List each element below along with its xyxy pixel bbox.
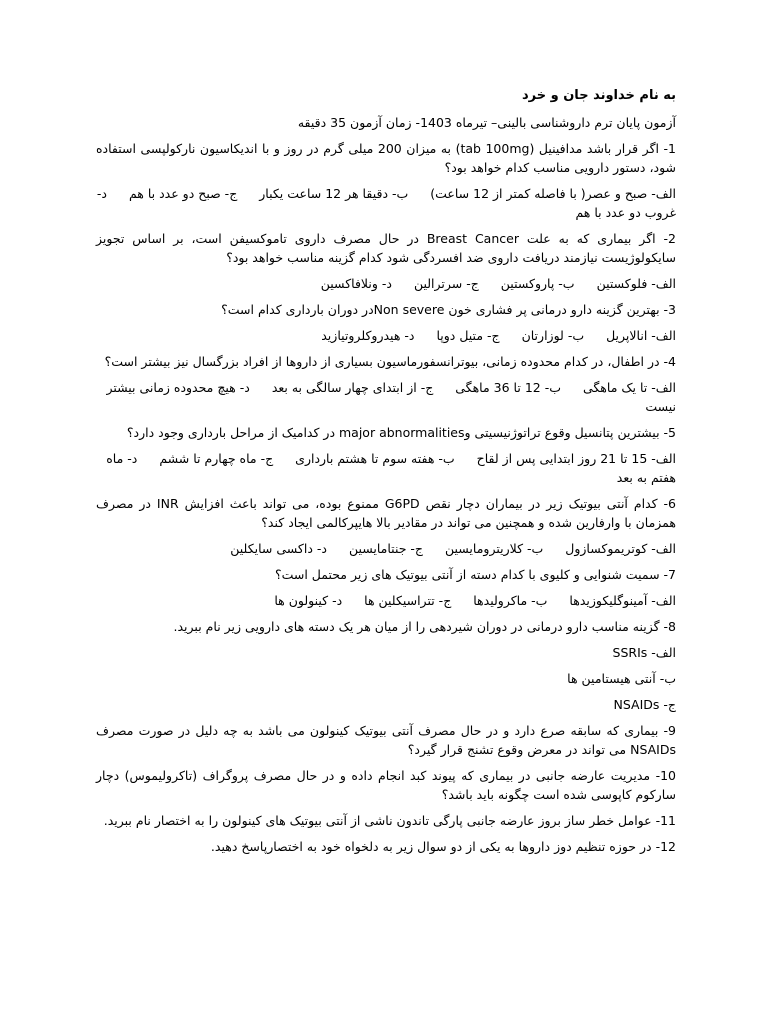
question-5-option-c: ج- ماه چهارم تا ششم [159, 451, 274, 466]
question-6-options [96, 539, 676, 558]
question-8-item-b: ب- آنتی هیستامین ها [567, 671, 676, 686]
question-2-options [96, 274, 676, 293]
question-7-option-d: د- کینولون ها [274, 593, 343, 608]
question-7-option-b: ب- ماکرولیدها [473, 593, 548, 608]
question-1-text: 1- اگر قرار باشد مدافینیل (tab 100mg) به میزان 200 میلی گرم در روز و با اندیکاسیون نارکولپسی استفاده شود، دستور دارویی مناسب کدام خواهد بود؟ [96, 141, 676, 175]
question-6-option-d: د- داکسی سایکلین [230, 541, 327, 556]
question-8-text: 8- گزینه مناسب دارو درمانی در دوران شیردهی را از میان هر یک دسته های دارویی زیر نام ببرید. [173, 619, 676, 634]
question-5-text: 5- بیشترین پتانسیل وقوع تراتوژنیسیتی وmajor abnormalities در کدامیک از مراحل بارداری وجود دارد؟ [126, 425, 676, 440]
question-2-option-d: د- ونلافاکسین [320, 276, 392, 291]
question-5-option-b: ب- هفته سوم تا هشتم بارداری [295, 451, 455, 466]
question-2-text: 2- اگر بیماری که به علت Breast Cancer در حال مصرف داروی تاموکسیفن است، بر اساس تجویز سایکولوژیست نیازمند دریافت داروی ضد افسردگی شود کدام گزینه مناسب خواهد بود؟ [96, 231, 676, 265]
question-2-option-a: الف- فلوکستین [596, 276, 676, 291]
question-8-item-a: الف- SSRIs [612, 645, 676, 660]
question-1-option-b: ب- دقیقا هر 12 ساعت یکبار [259, 186, 409, 201]
question-4-options [96, 378, 676, 416]
question-4-option-d: د- هیچ محدوده زمانی بیشتر نیست [106, 380, 676, 414]
question-1-option-d: د- غروب دو عدد با هم [96, 186, 676, 220]
question-1-option-a: الف- صبح و عصر( با فاصله کمتر از 12 ساعت) [430, 186, 676, 201]
question-12-text: 12- در حوزه تنظیم دوز داروها به یکی از دو سوال زیر به دلخواه خود به اختصارپاسخ دهید. [210, 839, 676, 854]
question-11-text: 11- عوامل خطر ساز بروز عارضه جانبی پارگی تاندون ناشی از آنتی بیوتیک های کینولون را به اختصار نام ببرید. [103, 813, 676, 828]
question-1-options [96, 184, 676, 222]
question-4-option-c: ج- از ابتدای چهار سالگی به بعد [271, 380, 434, 395]
question-3-option-a: الف- انالاپریل [606, 328, 676, 343]
question-7-option-c: ج- تتراسیکلین ها [364, 593, 452, 608]
question-2-option-b: ب- پاروکستین [500, 276, 575, 291]
question-8-item-c: ج- NSAIDs [613, 697, 676, 712]
question-5-option-d: د- ماه هفتم به بعد [106, 451, 676, 485]
page-title: به نام خداوند جان و خرد [521, 88, 676, 103]
question-3-option-c: ج- متیل دوپا [436, 328, 500, 343]
question-9-text: 9- بیماری که سابقه صرع دارد و در حال مصرف آنتی بیوتیک کینولون می باشد به چه دلیل در صورت مصرف NSAIDs می تواند در معرض وقوع تشنج قرار گیرد؟ [96, 723, 676, 757]
question-3-option-d: د- هیدروکلروتیازید [321, 328, 415, 343]
question-7-options [96, 591, 676, 610]
question-6-option-c: ج- جنتامایسین [348, 541, 423, 556]
question-7-option-a: الف- آمینوگلیکوزیدها [569, 593, 676, 608]
question-4-option-a: الف- تا یک ماهگی [582, 380, 676, 395]
question-4-option-b: ب- 12 تا 36 ماهگی [455, 380, 561, 395]
question-6-option-b: ب- کلاریترومایسین [444, 541, 544, 556]
question-7-text: 7- سمیت شنوایی و کلیوی با کدام دسته از آنتی بیوتیک های زیر محتمل است؟ [274, 567, 676, 582]
question-6-text: 6- کدام آنتی بیوتیک زیر در بیماران دچار نقص G6PD ممنوع بوده، می تواند باعث افزایش INR در مصرف همزمان با وارفارین شده و همچنین می تواند در مقادیر بالا هایپرکالمی ایجاد کند؟ [96, 496, 676, 530]
question-4-text: 4- در اطفال، در کدام محدوده زمانی، بیوترانسفورماسیون بسیاری از داروها از افراد بزرگسال نیز بیشتر است؟ [104, 354, 676, 369]
exam-page [96, 86, 676, 863]
question-5-option-a: الف- 15 تا 21 روز ابتدایی پس از لقاح [476, 451, 676, 466]
question-10-text: 10- مدیریت عارضه جانبی در بیماری که پیوند کبد انجام داده و در حال مصرف پروگراف (تاکرولیموس) دچار سارکوم کاپوسی شده است چگونه باید باشد؟ [96, 768, 676, 802]
question-5-options [96, 449, 676, 487]
question-3-option-b: ب- لوزارتان [521, 328, 585, 343]
question-3-options [96, 326, 676, 345]
question-2-option-c: ج- سرترالین [413, 276, 479, 291]
question-3-text: 3- بهترین گزینه دارو درمانی پر فشاری خون Non severeدر دوران بارداری کدام است؟ [221, 302, 676, 317]
question-6-option-a: الف- کوتریموکسازول [565, 541, 676, 556]
exam-info: آزمون پایان ترم داروشناسی بالینی– تیرماه 1403- زمان آزمون 35 دقیقه [297, 115, 676, 130]
question-1-option-c: ج- صبح دو عدد با هم [128, 186, 238, 201]
